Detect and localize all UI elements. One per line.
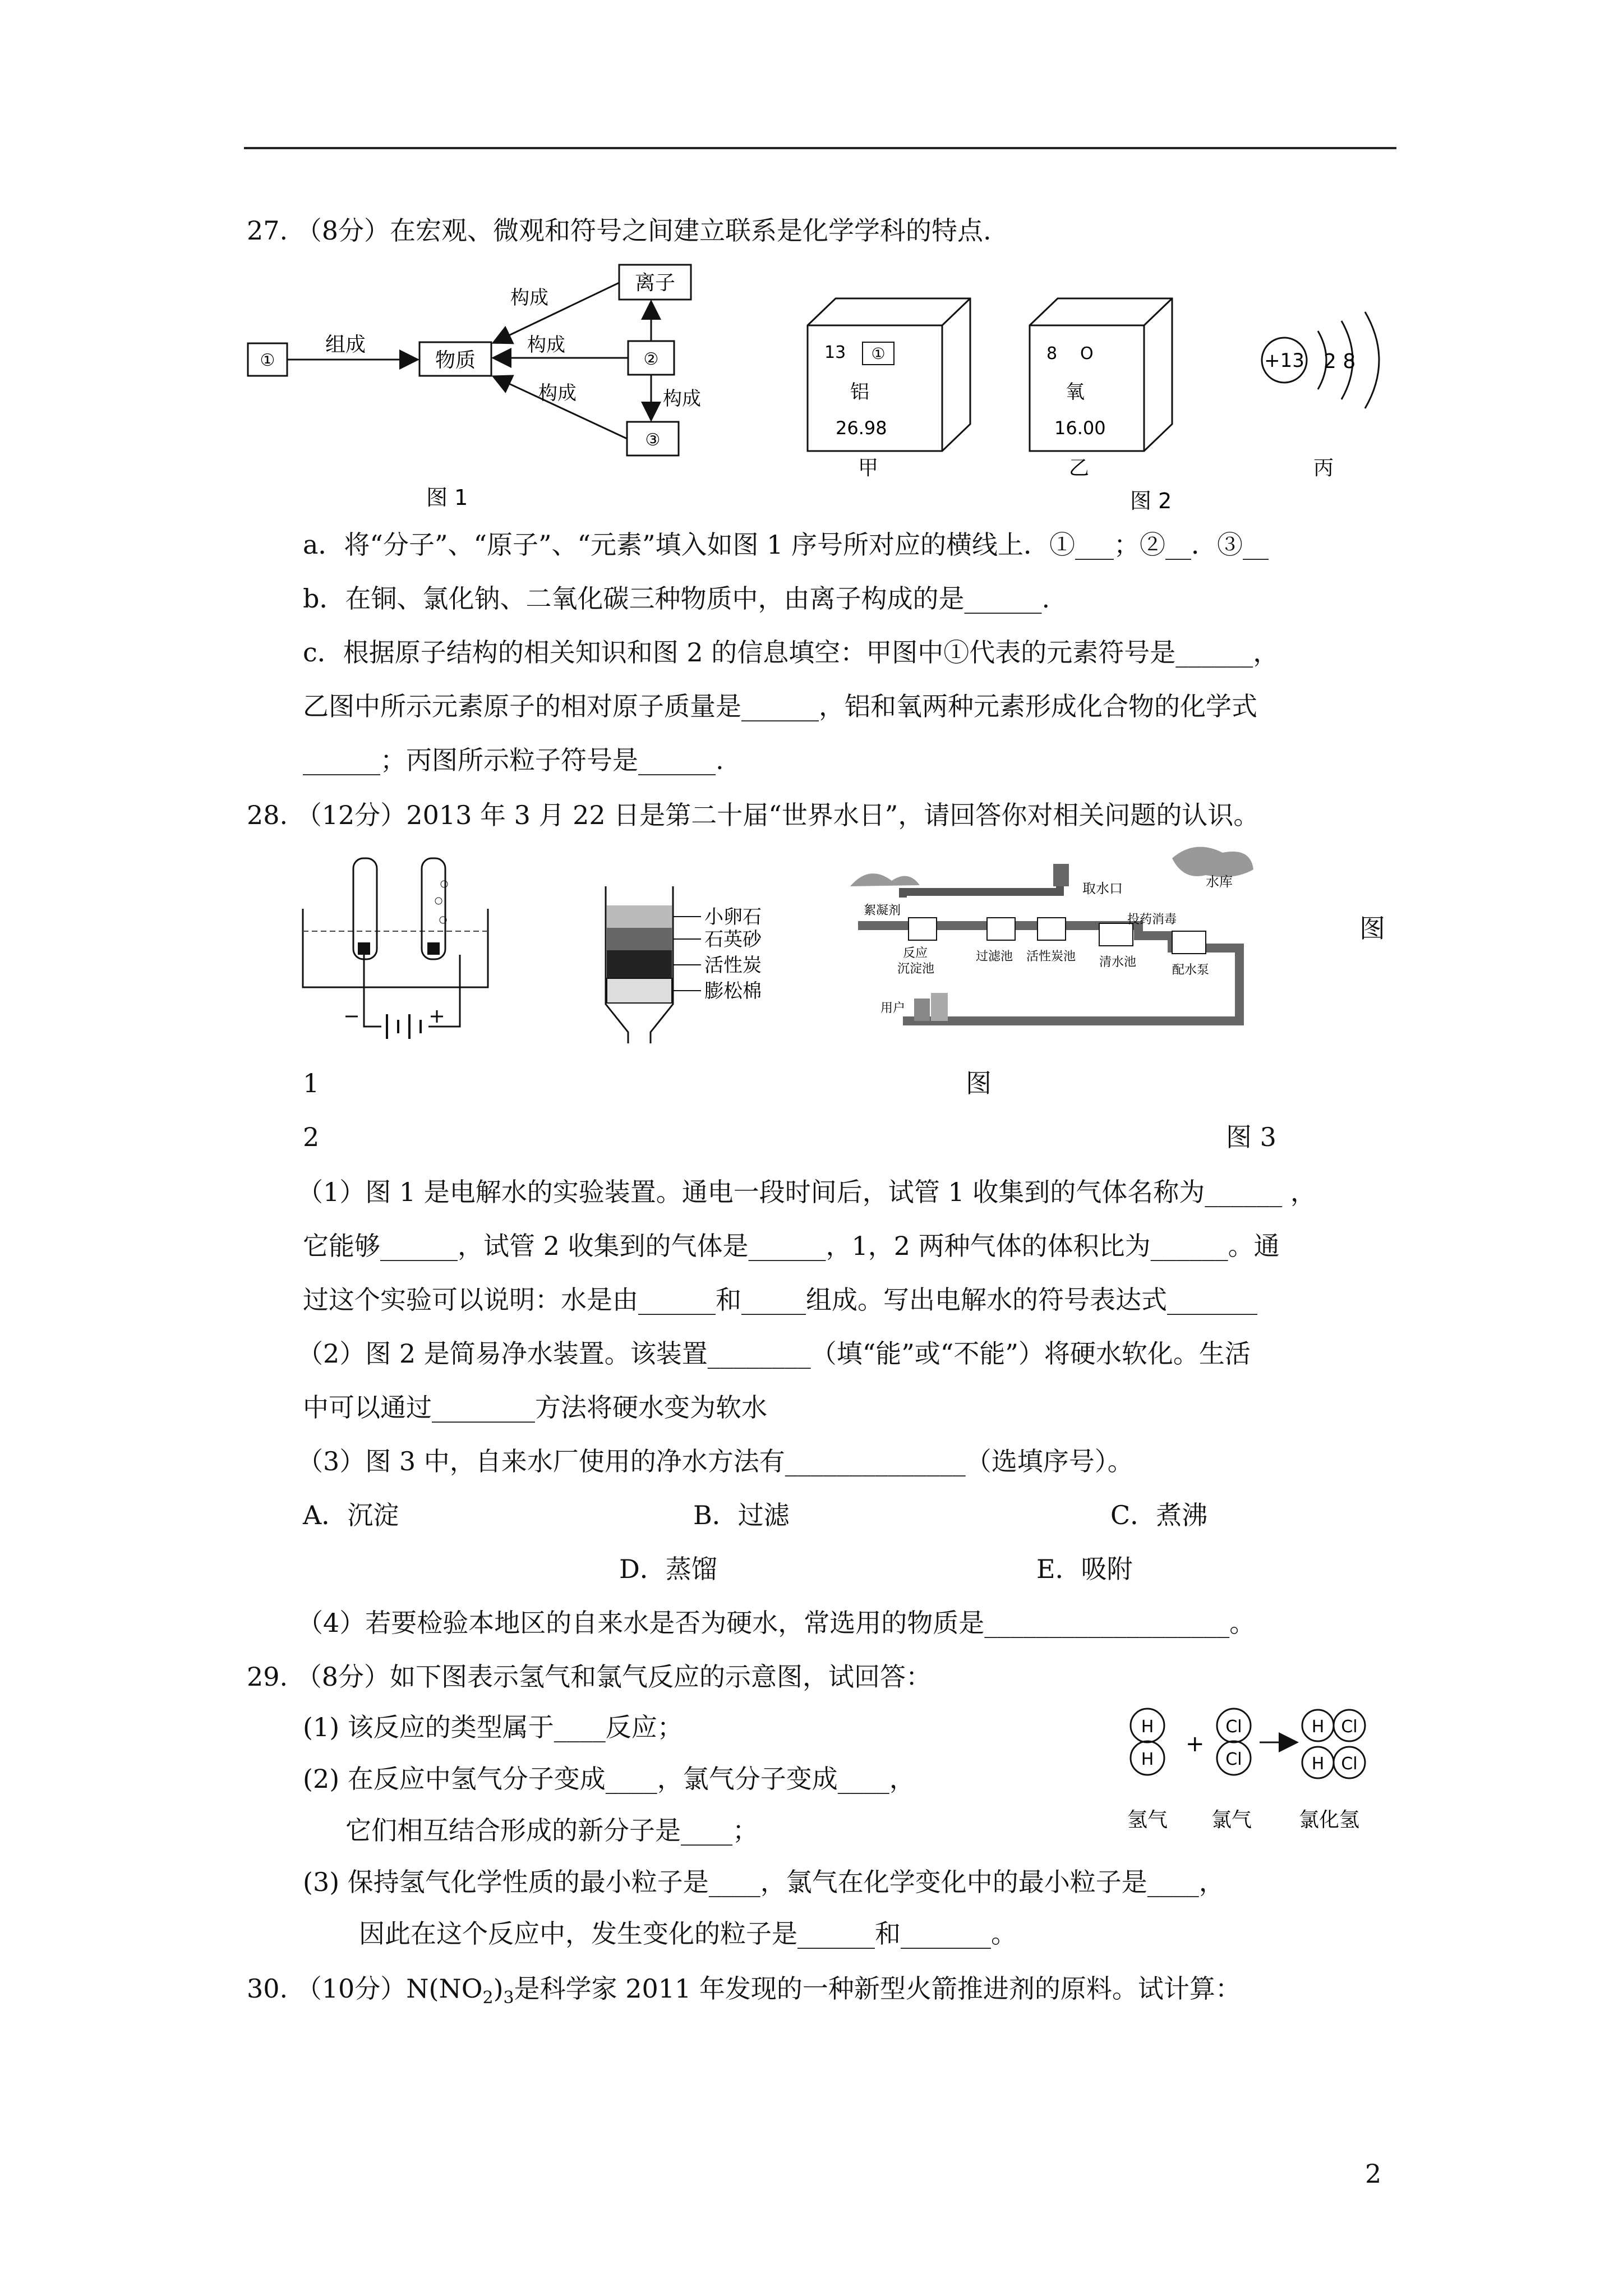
q27-c3: ______；丙图所示粒子符号是______. [303, 745, 724, 775]
q28-cap-2: 2 [303, 1122, 320, 1152]
fig1-caption: 图 1 [426, 485, 468, 510]
fig1-lbl-c2: 构成 [527, 334, 565, 356]
h2-atom-1: H [1141, 1717, 1154, 1737]
fig1-lbl-c3: 构成 [538, 382, 577, 404]
q28-p2-line1: （2）图 2 是简易净水装置。该装置________（填“能”或“不能”）将硬水软化。生活 [297, 1338, 1251, 1369]
q29-line5: 因此在这个反应中，发生变化的粒子是______和_______。 [359, 1918, 1017, 1949]
q29-stem: 29. （8分）如下图表示氢气和氯气反应的示意图，试回答： [247, 1662, 932, 1692]
yi-number: 8 [1046, 344, 1058, 364]
hcl1-h: H [1311, 1717, 1325, 1737]
cl2-atom-2: Cl [1225, 1750, 1242, 1769]
w-intake: 取水口 [1082, 881, 1123, 896]
q28-p4: （4）若要检验本地区的自来水是否为硬水，常选用的物质是___________________。 [297, 1608, 1256, 1638]
hcl1-cl: Cl [1341, 1717, 1358, 1737]
jia-label: 甲 [858, 457, 879, 480]
w-clear: 清水池 [1099, 955, 1137, 969]
jia-mass: 26.98 [836, 417, 887, 439]
q29-line1: (1) 该反应的类型属于____反应； [303, 1712, 683, 1742]
fig1-box2-text: ② [643, 349, 659, 369]
w-flocc: 絮凝剂 [864, 904, 901, 918]
bing-nucleus: +13 [1264, 349, 1304, 372]
q27-c2: 乙图中所示元素原子的相对原子质量是______，铝和氧两种元素形成化合物的化学式 [303, 691, 1257, 721]
q28-figure1-electrolysis [292, 847, 505, 1049]
fig2-jia [808, 298, 970, 480]
q28-cap-tu-right: 图 [1359, 913, 1385, 944]
q28-figure2-filter [594, 881, 819, 1049]
label-h2: 氢气 [1127, 1809, 1168, 1832]
q30-sub2: 2 [482, 1988, 494, 2008]
fig2-bing [1262, 312, 1379, 480]
w-reaction: 反应 [903, 946, 928, 960]
fig1-box3-text: ③ [645, 430, 661, 450]
q30-stem-b: 是科学家 2011 年发现的一种新型火箭推进剂的原料。试计算： [514, 1973, 1241, 2004]
q27-stem: 27. （8分）在宏观、微观和符号之间建立联系是化学学科的特点. [247, 215, 992, 246]
fig1-box1-text: ① [260, 351, 275, 370]
w-user: 用户 [880, 1001, 906, 1015]
q30-close: ) [493, 1973, 504, 2004]
q28-cap-3: 图 3 [1226, 1122, 1276, 1152]
filter-label-cotton: 膨松棉 [704, 980, 762, 1002]
fig1-lbl-compose: 组成 [325, 333, 366, 356]
q27-c1: c．根据原子结构的相关知识和图 2 的信息填空：甲图中①代表的元素符号是______， [303, 637, 1279, 668]
q29-line3: 它们相互结合形成的新分子是____； [345, 1815, 758, 1846]
q28-p1-line3: 过这个实验可以说明：水是由______和_____组成。写出电解水的符号表达式_______ [303, 1285, 1257, 1315]
h2-atom-2: H [1141, 1750, 1154, 1769]
w-settle: 沉淀池 [897, 962, 935, 976]
q28-p2-line2: 中可以通过________方法将硬水变为软水 [303, 1392, 767, 1423]
q30-stem [247, 1973, 1241, 2008]
hcl2-cl: Cl [1341, 1754, 1358, 1774]
yi-name: 氧 [1066, 381, 1085, 403]
q28-option-e: E．吸附 [1036, 1554, 1133, 1584]
bing-shells: 2 8 [1324, 350, 1356, 373]
q28-p3: （3）图 3 中，自来水厂使用的净水方法有______________（选填序号）。 [297, 1446, 1133, 1476]
q28-option-c: C．煮沸 [1110, 1500, 1208, 1530]
plus-sign: + [1186, 1731, 1205, 1757]
filter-label-sand: 石英砂 [704, 928, 762, 951]
hcl2-h: H [1311, 1754, 1325, 1774]
jia-name: 铝 [850, 381, 869, 403]
q30-sub3: 3 [503, 1988, 514, 2008]
q28-option-b: B．过滤 [693, 1500, 790, 1530]
q27-a: a．将“分子”、“原子”、“元素”填入如图 1 序号所对应的横线上．①___；②__．③__ [303, 530, 1269, 560]
fig2-caption: 图 2 [1130, 489, 1172, 513]
fig1-lbl-c1: 构成 [510, 287, 548, 309]
q28-option-a: A．沉淀 [303, 1500, 399, 1530]
label-cl2: 氯气 [1211, 1809, 1252, 1832]
yi-label: 乙 [1069, 457, 1090, 480]
q27-figure1 [241, 258, 757, 516]
q28-cap-tu-mid: 图 [966, 1068, 992, 1098]
q28-p1-line1: （1）图 1 是电解水的实验装置。通电一段时间后，试管 1 收集到的气体名称为______ ， [297, 1177, 1316, 1207]
q27-b: b．在铜、氯化钠、二氧化碳三种物质中，由离子构成的是______. [303, 583, 1050, 614]
w-reservoir: 水库 [1206, 874, 1233, 890]
filter-label-carbon: 活性炭 [704, 954, 762, 977]
w-disinfect: 投药消毒 [1127, 913, 1177, 927]
w-pump: 配水泵 [1172, 963, 1210, 977]
bing-label: 丙 [1313, 457, 1334, 480]
fig1-matter-text: 物质 [435, 349, 476, 372]
fig1-ion-text: 离子 [634, 272, 676, 295]
q28-option-d: D．蒸馏 [619, 1554, 717, 1584]
jia-number: 13 [824, 343, 846, 362]
fig1-lbl-c4: 构成 [663, 388, 701, 410]
q28-p1-line2: 它能够______，试管 2 收集到的气体是______，1，2 两种气体的体积比为______。通 [303, 1231, 1280, 1261]
page-number: 2 [1365, 2159, 1382, 2189]
yi-symbol: O [1080, 344, 1094, 364]
q30-stem-a: 30. （10分）N(NO [247, 1973, 483, 2004]
q28-figure3-waterworks [847, 841, 1262, 1043]
fig2-yi [1030, 298, 1172, 480]
w-carbon: 活性炭池 [1026, 950, 1076, 964]
q28-cap-1: 1 [303, 1068, 320, 1098]
yi-mass: 16.00 [1054, 417, 1106, 439]
header-rule [244, 147, 1396, 149]
q29-line4: (3) 保持氢气化学性质的最小粒子是____，氯气在化学变化中的最小粒子是____， [303, 1867, 1225, 1897]
q29-line2: (2) 在反应中氢气分子变成____，氯气分子变成____， [303, 1764, 915, 1794]
w-filter: 过滤池 [976, 950, 1013, 964]
jia-symbol: ① [871, 344, 886, 363]
label-hcl: 氯化氢 [1299, 1809, 1360, 1832]
q27-figure2 [802, 292, 1430, 527]
filter-label-pebble: 小卵石 [704, 906, 762, 928]
cl2-atom-1: Cl [1225, 1717, 1242, 1737]
q28-stem: 28. （12分）2013 年 3 月 22 日是第二十届“世界水日”，请回答你对相关问题的认识。 [247, 800, 1260, 830]
q29-reaction-figure [1116, 1700, 1408, 1846]
